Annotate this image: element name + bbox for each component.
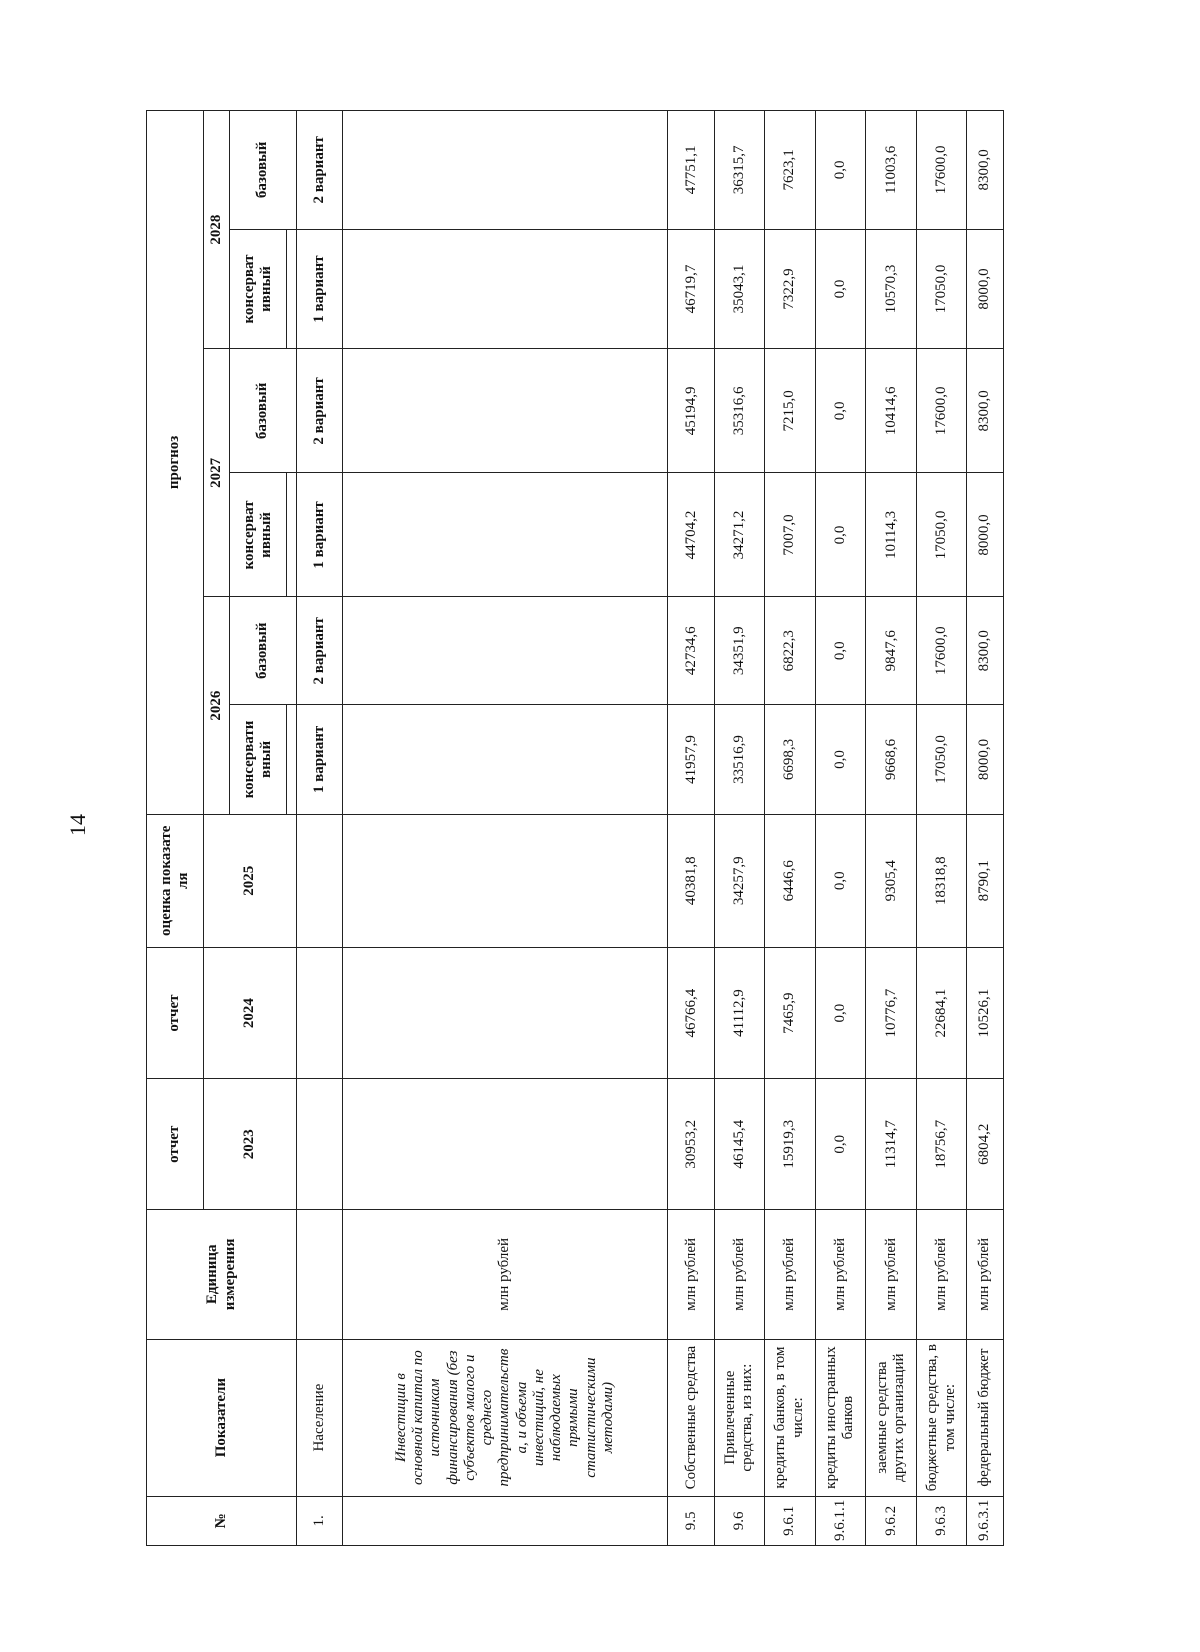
value-2024: 0,0 [815,947,866,1079]
value-2028-v2: 0,0 [815,111,866,230]
variant-1-2026: 1 вариант [297,705,343,815]
value-2028-v2: 17600,0 [917,111,967,230]
value-2026-v1: 0,0 [815,705,866,815]
row-name: Привлеченные средства, из них: [715,1339,765,1496]
variant-1-2027: 1 вариант [297,473,343,597]
value-2026-v2: 17600,0 [917,597,967,705]
row-unit: млн рублей [668,1210,715,1340]
table-row [966,111,1003,1546]
header-spacer-2028 [287,229,297,349]
value-2023: 6804,2 [966,1079,1003,1210]
value-2024: 22684,1 [917,947,967,1079]
value-2028-v2: 7623,1 [764,111,815,230]
value-2025: 0,0 [815,814,866,947]
value-2027-v1: 0,0 [815,473,866,597]
value-2027-v2: 7215,0 [764,349,815,473]
value-2026-v1: 33516,9 [715,705,765,815]
value-2028-v1: 8000,0 [966,229,1003,349]
header-no: № [147,1496,297,1545]
variant-1-2028: 1 вариант [297,229,343,349]
row-name: Собственные средства [668,1339,715,1496]
value-2027-v2: 45194,9 [668,349,715,473]
value-2028-v1: 10570,3 [866,229,917,349]
value-2028-v2: 11003,6 [866,111,917,230]
value-2026-v2: 34351,9 [715,597,765,705]
header-spacer-2026 [287,705,297,815]
rotated-table-container [146,110,1004,1546]
row-code: 9.6.1 [764,1496,815,1545]
value-2023: 0,0 [815,1079,866,1210]
value-2024: 10526,1 [966,947,1003,1079]
value-2028-v2: 8300,0 [966,111,1003,230]
table-row [917,111,967,1546]
table-row [764,111,815,1546]
row-code: 9.6.1.1 [815,1496,866,1545]
value-2027-v2: 8300,0 [966,349,1003,473]
value-2027-v1: 10114,3 [866,473,917,597]
intro-unit: млн рублей [342,1210,668,1340]
row-unit: млн рублей [715,1210,765,1340]
value-2027-v2: 17600,0 [917,349,967,473]
value-2023: 11314,7 [866,1079,917,1210]
row-code: 9.6 [715,1496,765,1545]
value-2024: 10776,7 [866,947,917,1079]
value-2027-v1: 44704,2 [668,473,715,597]
page-number: 14 [65,814,90,836]
row-unit: млн рублей [866,1210,917,1340]
header-base-2026: базовый [230,597,297,705]
value-2026-v2: 0,0 [815,597,866,705]
header-base-2028: базовый [230,111,297,230]
value-2027-v1: 8000,0 [966,473,1003,597]
value-2025: 9305,4 [866,814,917,947]
value-2026-v1: 9668,6 [866,705,917,815]
header-base-2027: базовый [230,349,297,473]
value-2028-v2: 47751,1 [668,111,715,230]
value-2025: 34257,9 [715,814,765,947]
value-2028-v1: 17050,0 [917,229,967,349]
value-2027-v1: 17050,0 [917,473,967,597]
value-2027-v1: 7007,0 [764,473,815,597]
section-number: 1. [297,1496,343,1545]
row-code: 9.6.2 [866,1496,917,1545]
value-2027-v2: 0,0 [815,349,866,473]
header-year-2028: 2028 [204,111,230,349]
table-row [866,111,917,1546]
row-code: 9.6.3.1 [966,1496,1003,1545]
forecast-table [146,110,1004,1546]
section-title: Население [297,1339,343,1496]
header-year-2027: 2027 [204,349,230,597]
value-2024: 41112,9 [715,947,765,1079]
row-unit: млн рублей [764,1210,815,1340]
value-2027-v2: 35316,6 [715,349,765,473]
value-2026-v2: 42734,6 [668,597,715,705]
row-code: 9.5 [668,1496,715,1545]
header-unit: Единица измерения [147,1210,297,1340]
value-2023: 15919,3 [764,1079,815,1210]
header-year-2026: 2026 [204,597,230,814]
value-2026-v1: 6698,3 [764,705,815,815]
table-row [715,111,765,1546]
value-2028-v1: 35043,1 [715,229,765,349]
value-2025: 40381,8 [668,814,715,947]
header-year-2023: 2023 [204,1079,297,1210]
value-2025: 18318,8 [917,814,967,947]
header-estimate: оценка показате ля [147,814,204,947]
row-name: бюджетные средства, в том числе: [917,1339,967,1496]
header-forecast: прогноз [147,111,204,815]
value-2027-v2: 10414,6 [866,349,917,473]
row-name: заемные средства других организаций [866,1339,917,1496]
table-row [815,111,866,1546]
value-2025: 6446,6 [764,814,815,947]
table-row [668,111,715,1546]
variant-2-2028: 2 вариант [297,111,343,230]
variant-2-2026: 2 вариант [297,597,343,705]
value-2026-v1: 8000,0 [966,705,1003,815]
value-2025: 8790,1 [966,814,1003,947]
value-2028-v1: 0,0 [815,229,866,349]
row-name: кредиты иностранных банков [815,1339,866,1496]
row-name: федеральный бюджет [966,1339,1003,1496]
header-indicator: Показатели [147,1339,297,1496]
value-2024: 46766,4 [668,947,715,1079]
header-year-2025: 2025 [204,814,297,947]
header-year-2024: 2024 [204,947,297,1079]
header-conservative-2026: консервати вный [230,705,287,815]
value-2026-v1: 17050,0 [917,705,967,815]
header-report-2024: отчет [147,947,204,1079]
row-code: 9.6.3 [917,1496,967,1545]
value-2023: 30953,2 [668,1079,715,1210]
variant-2-2027: 2 вариант [297,349,343,473]
header-conservative-2028: консерват ивный [230,229,287,349]
row-unit: млн рублей [966,1210,1003,1340]
value-2026-v2: 6822,3 [764,597,815,705]
row-unit: млн рублей [815,1210,866,1340]
value-2026-v2: 8300,0 [966,597,1003,705]
row-name: кредиты банков, в том числе: [764,1339,815,1496]
value-2027-v1: 34271,2 [715,473,765,597]
header-spacer-2027 [287,473,297,597]
header-report-2023: отчет [147,1079,204,1210]
value-2028-v1: 7322,9 [764,229,815,349]
value-2028-v2: 36315,7 [715,111,765,230]
value-2024: 7465,9 [764,947,815,1079]
value-2026-v1: 41957,9 [668,705,715,815]
value-2028-v1: 46719,7 [668,229,715,349]
header-conservative-2027: консерват ивный [230,473,287,597]
value-2023: 46145,4 [715,1079,765,1210]
value-2023: 18756,7 [917,1079,967,1210]
row-unit: млн рублей [917,1210,967,1340]
intro-text: Инвестиции в основной капитал по источникам финансирования (без субъектов малого и среднего предпринимательств а, и объема инвестиций, не наблюдаемых прямыми статистическими методами) [342,1339,668,1496]
value-2026-v2: 9847,6 [866,597,917,705]
